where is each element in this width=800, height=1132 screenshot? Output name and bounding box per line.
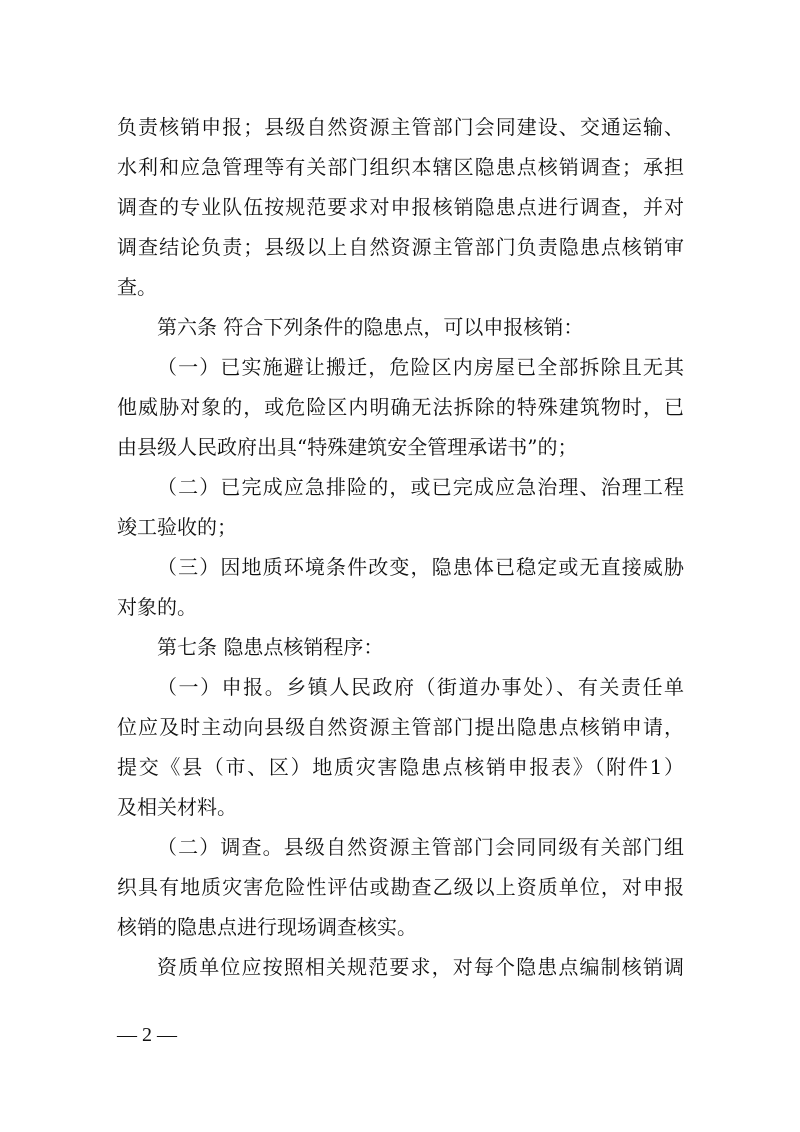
page-number: — 2 —	[117, 1024, 177, 1046]
text-line: 第六条 符合下列条件的隐患点，可以申报核销：	[157, 315, 584, 339]
text-line: （二）调查。县级自然资源主管部门会同同级有关部门组	[157, 835, 684, 859]
text-line: 调查结论负责；县级以上自然资源主管部门负责隐患点核销审	[117, 235, 684, 259]
text-line: 水利和应急管理等有关部门组织本辖区隐患点核销调查；承担	[117, 155, 684, 179]
text-line: 查。	[117, 275, 157, 299]
text-line: 竣工验收的；	[117, 515, 237, 539]
text-line: 织具有地质灾害危险性评估或勘查乙级以上资质单位，对申报	[117, 875, 684, 899]
text-line: 及相关材料。	[117, 795, 237, 819]
text-line: （三）因地质环境条件改变，隐患体已稳定或无直接威胁	[157, 555, 684, 579]
text-line: （一）已实施避让搬迁，危险区内房屋已全部拆除且无其	[157, 355, 684, 379]
text-line: 位应及时主动向县级自然资源主管部门提出隐患点核销申请，	[117, 715, 684, 739]
text-line: 提交《县（市、区）地质灾害隐患点核销申报表》（附件1）	[117, 755, 684, 779]
text-line: 调查的专业队伍按规范要求对申报核销隐患点进行调查，并对	[117, 195, 684, 219]
text-line: 对象的。	[117, 595, 197, 619]
text-line: 资质单位应按照相关规范要求，对每个隐患点编制核销调	[157, 955, 684, 979]
text-line: （二）已完成应急排险的，或已完成应急治理、治理工程	[157, 475, 684, 499]
text-line: 核销的隐患点进行现场调查核实。	[117, 915, 417, 939]
text-line: 第七条 隐患点核销程序：	[157, 635, 384, 659]
document-body	[117, 107, 684, 987]
text-line: 负责核销申报；县级自然资源主管部门会同建设、交通运输、	[117, 115, 684, 139]
text-line: 由县级人民政府出具“特殊建筑安全管理承诺书”的；	[117, 435, 578, 459]
text-line: 他威胁对象的，或危险区内明确无法拆除的特殊建筑物时，已	[117, 395, 684, 419]
text-line: （一）申报。乡镇人民政府（街道办事处）、有关责任单	[157, 675, 684, 699]
